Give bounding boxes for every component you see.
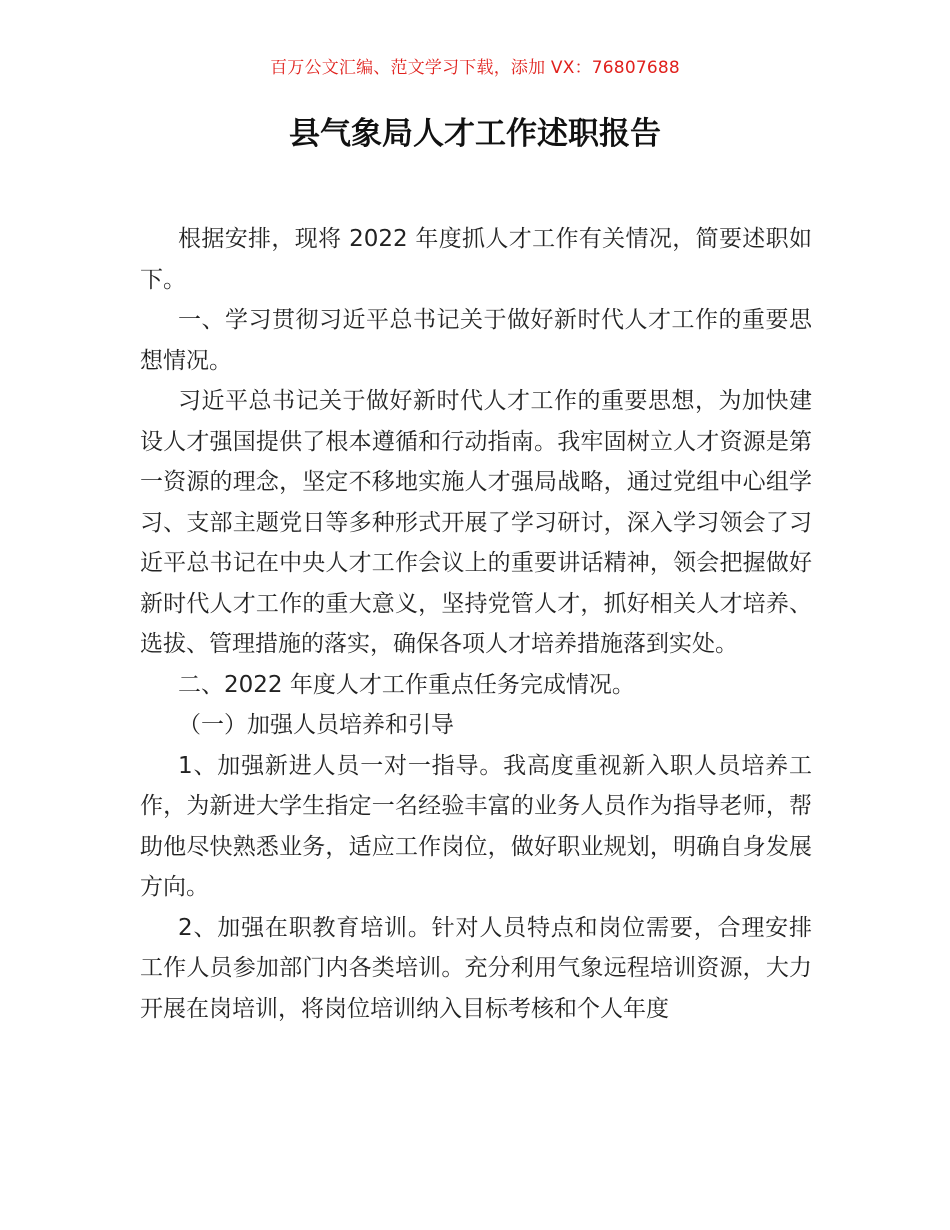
paragraph-item-1: 1、加强新进人员一对一指导。我高度重视新入职人员培养工作，为新进大学生指定一名经验丰富的业务人员作为指导老师，帮助他尽快熟悉业务，适应工作岗位，做好职业规划，明确自身发展方向。 [140, 752, 812, 900]
paragraph-item-2: 2、加强在职教育培训。针对人员特点和岗位需要，合理安排工作人员参加部门内各类培训。充分利用气象远程培训资源，大力开展在岗培训，将岗位培训纳入目标考核和个人年度 [140, 914, 812, 1022]
paragraph-section-1: 习近平总书记关于做好新时代人才工作的重要思想，为加快建设人才强国提供了根本遵循和行动指南。我牢固树立人才资源是第一资源的理念，坚定不移地实施人才强局战略，通过党组中心组学习、支部主题党日等多种形式开展了学习研讨，深入学习领会了习近平总书记在中央人才工作会议上的重要讲话精神，领会把握做好新时代人才工作的重大意义，坚持党管人才，抓好相关人才培养、选拔、管理措施的落实，确保各项人才培养措施落到实处。 [140, 388, 812, 657]
watermark-banner: 百万公文汇编、范文学习下载，添加 VX：76807688 [270, 58, 680, 78]
heading-section-2: 二、2022 年度人才工作重点任务完成情况。 [178, 671, 635, 698]
heading-section-1: 一、学习贯彻习近平总书记关于做好新时代人才工作的重要思想情况。 [140, 307, 812, 374]
document-body [140, 219, 812, 1029]
paragraph-intro: 根据安排，现将 2022 年度抓人才工作有关情况，简要述职如下。 [140, 226, 812, 293]
document-title: 县气象局人才工作述职报告 [289, 116, 661, 152]
subheading-2-1: （一）加强人员培养和引导 [178, 712, 454, 738]
